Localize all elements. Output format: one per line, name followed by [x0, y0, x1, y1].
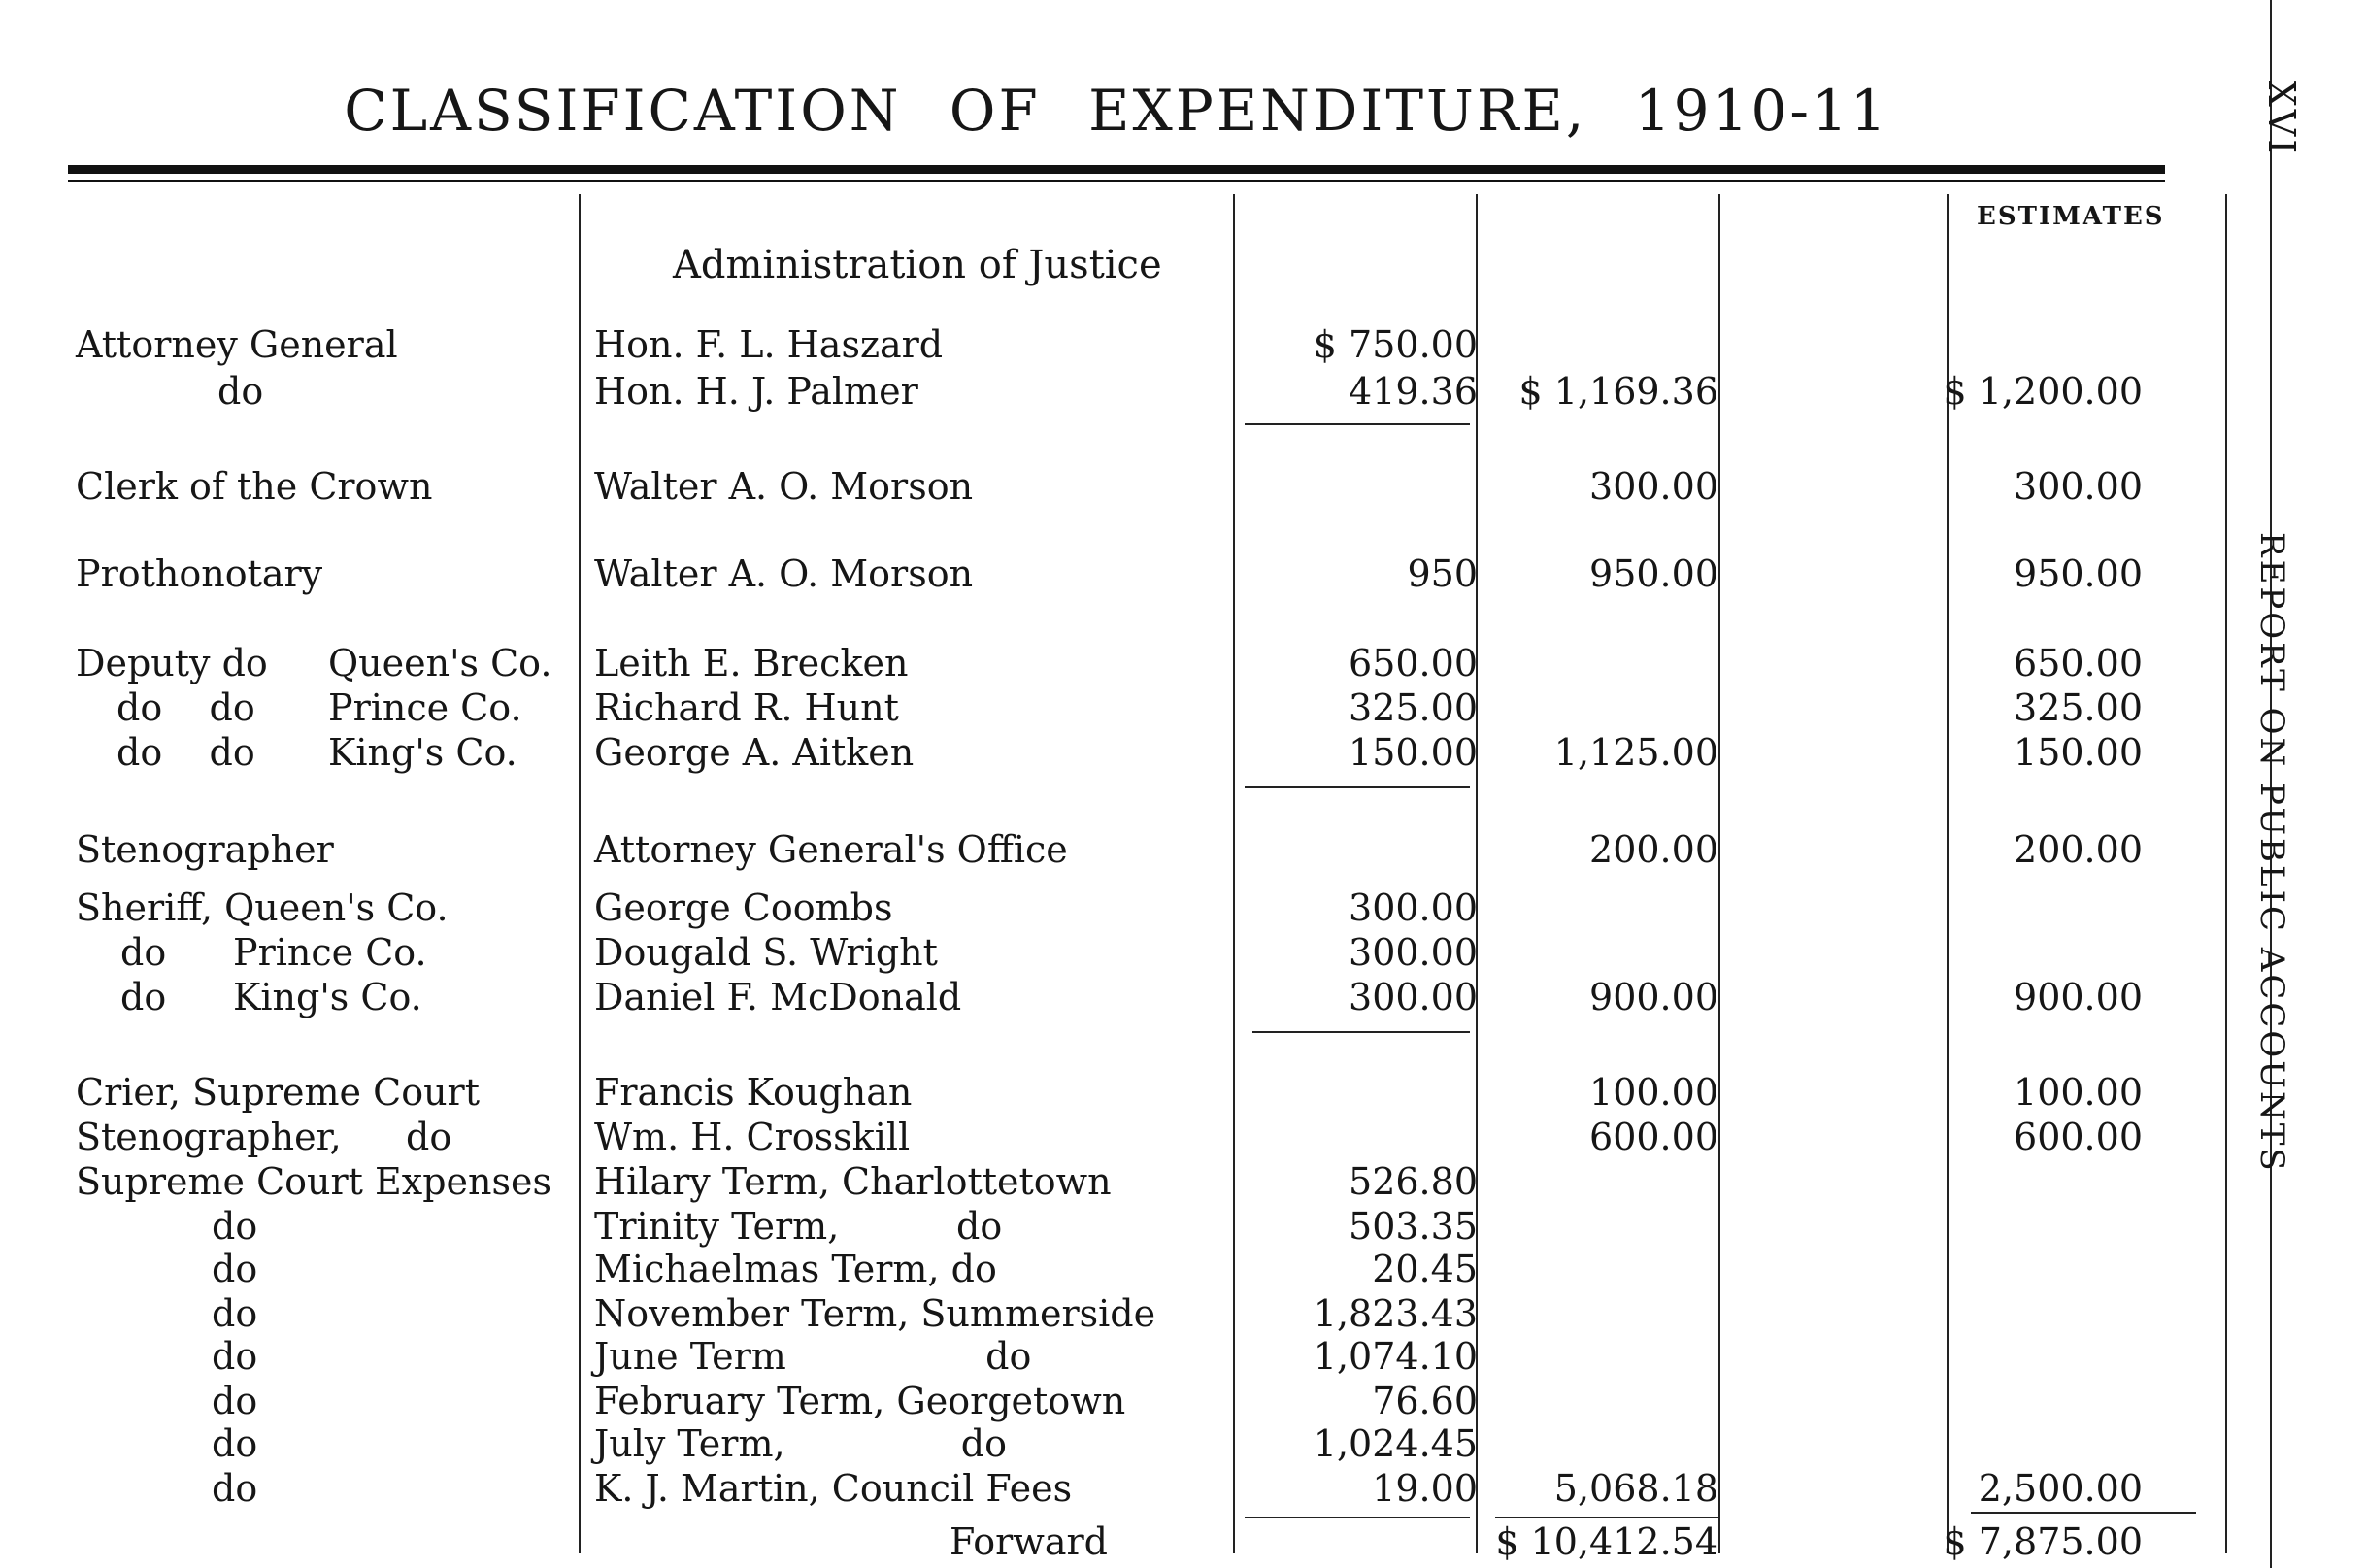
table-row	[0, 1291, 2233, 1336]
row-name: Walter A. O. Morson	[594, 465, 974, 508]
row-office: Prince Co.	[233, 931, 427, 974]
forward-total: $ 10,412.54	[1495, 1520, 1718, 1563]
row-title: do	[212, 1422, 258, 1465]
row-title: do	[212, 1292, 258, 1335]
subtotal-rule	[1252, 1031, 1470, 1033]
row-name: George A. Aitken	[594, 731, 915, 774]
row-amount: 650.00	[1349, 642, 1478, 684]
row-title: do do	[117, 731, 255, 774]
row-amount: 325.00	[1349, 686, 1478, 729]
row-total: 1,125.00	[1553, 731, 1718, 774]
row-amount: 1,823.43	[1313, 1292, 1478, 1335]
row-name: Leith E. Brecken	[594, 642, 909, 684]
row-amount: 950	[1407, 552, 1478, 595]
row-name: Walter A. O. Morson	[594, 552, 974, 595]
table-row	[0, 1421, 2233, 1466]
table-row	[0, 885, 2233, 930]
forward-row	[0, 1519, 2233, 1564]
table-row	[0, 975, 2233, 1019]
row-title: Attorney General	[76, 323, 398, 366]
table-row	[0, 641, 2233, 685]
table-row	[0, 730, 2233, 775]
row-amount: 19.00	[1372, 1467, 1478, 1510]
row-title: Sheriff, Queen's Co.	[76, 886, 449, 929]
table-row	[0, 1115, 2233, 1159]
row-amount: 419.36	[1349, 370, 1478, 413]
row-name: George Coombs	[594, 886, 893, 929]
forward-label: Forward	[950, 1520, 1109, 1563]
row-estimate: $ 1,200.00	[1943, 370, 2143, 413]
row-amount: 76.60	[1372, 1380, 1478, 1422]
row-title: Clerk of the Crown	[76, 465, 433, 508]
row-title: do	[212, 1380, 258, 1422]
row-total: 100.00	[1589, 1071, 1718, 1114]
forward-estimate: $ 7,875.00	[1943, 1520, 2143, 1563]
row-name: Hilary Term, Charlottetown	[594, 1160, 1112, 1203]
row-estimate: 100.00	[2014, 1071, 2143, 1114]
row-title: Prothonotary	[76, 552, 323, 595]
subtotal-rule	[1245, 423, 1470, 425]
row-title: do do	[117, 686, 255, 729]
title-rule-thin	[68, 180, 2165, 182]
row-title: do	[120, 976, 167, 1018]
row-name: Attorney General's Office	[594, 828, 1068, 871]
table-row	[0, 464, 2233, 509]
row-estimate: 300.00	[2014, 465, 2143, 508]
row-name: K. J. Martin, Council Fees	[594, 1467, 1073, 1510]
table-row	[0, 1466, 2233, 1511]
row-estimate: 650.00	[2014, 642, 2143, 684]
row-amount: 20.45	[1372, 1248, 1478, 1290]
row-estimate: 950.00	[2014, 552, 2143, 595]
table-row	[0, 369, 2233, 414]
side-page-number: XVI	[2260, 80, 2303, 157]
table-row	[0, 1379, 2233, 1423]
row-amount: $ 750.00	[1313, 323, 1478, 366]
row-amount: 526.80	[1349, 1160, 1478, 1203]
row-amount: 1,074.10	[1313, 1335, 1478, 1378]
row-amount: 1,024.45	[1313, 1422, 1478, 1465]
table-row	[0, 1070, 2233, 1115]
row-title: do	[120, 931, 167, 974]
row-office: do	[406, 1116, 452, 1158]
row-amount: 300.00	[1349, 886, 1478, 929]
table-row	[0, 685, 2233, 730]
row-title: do	[217, 370, 264, 413]
table-row	[0, 827, 2233, 872]
row-title: Stenographer,	[76, 1116, 342, 1158]
row-estimate: 200.00	[2014, 828, 2143, 871]
row-total: 5,068.18	[1553, 1467, 1718, 1510]
row-name: June Term do	[594, 1335, 1032, 1378]
side-running-title: REPORT ON PUBLIC ACCOUNTS	[2252, 532, 2291, 1174]
table-row	[0, 551, 2233, 596]
row-title: do	[212, 1335, 258, 1378]
row-estimate: 900.00	[2014, 976, 2143, 1018]
row-name: July Term, do	[594, 1422, 1007, 1465]
row-title: Deputy do	[76, 642, 268, 684]
table-row	[0, 1247, 2233, 1291]
subtotal-rule	[1245, 1517, 1470, 1518]
row-total: 300.00	[1589, 465, 1718, 508]
row-title: do	[212, 1248, 258, 1290]
row-total: 600.00	[1589, 1116, 1718, 1158]
row-name: Dougald S. Wright	[594, 931, 938, 974]
row-office: King's Co.	[233, 976, 422, 1018]
row-title: do	[212, 1205, 258, 1248]
table-row	[0, 930, 2233, 975]
row-total: 200.00	[1589, 828, 1718, 871]
subtotal-rule	[1971, 1512, 2196, 1514]
row-name: Francis Koughan	[594, 1071, 913, 1114]
row-total: $ 1,169.36	[1518, 370, 1718, 413]
row-name: Hon. F. L. Haszard	[594, 323, 944, 366]
row-name: Hon. H. J. Palmer	[594, 370, 918, 413]
row-amount: 503.35	[1349, 1205, 1478, 1248]
title-rule-thick	[68, 165, 2165, 174]
table-row	[0, 1204, 2233, 1249]
row-title: do	[212, 1467, 258, 1510]
row-estimate: 150.00	[2014, 731, 2143, 774]
row-total: 900.00	[1589, 976, 1718, 1018]
row-title: Crier, Supreme Court	[76, 1071, 480, 1114]
table-row	[0, 1334, 2233, 1379]
row-name: November Term, Summerside	[594, 1292, 1156, 1335]
row-estimate: 600.00	[2014, 1116, 2143, 1158]
table-row	[0, 1159, 2233, 1204]
subtotal-rule	[1495, 1517, 1718, 1518]
row-office: King's Co.	[328, 731, 517, 774]
row-estimate: 2,500.00	[1978, 1467, 2143, 1510]
row-title: Stenographer	[76, 828, 334, 871]
row-estimate: 325.00	[2014, 686, 2143, 729]
row-total: 950.00	[1589, 552, 1718, 595]
row-name: Richard R. Hunt	[594, 686, 899, 729]
table-row	[0, 322, 2233, 367]
row-name: Daniel F. McDonald	[594, 976, 962, 1018]
row-office: Prince Co.	[328, 686, 522, 729]
row-title: Supreme Court Expenses	[76, 1160, 551, 1203]
row-amount: 300.00	[1349, 976, 1478, 1018]
section-heading: Administration of Justice	[673, 243, 1162, 287]
row-amount: 300.00	[1349, 931, 1478, 974]
estimates-heading: ESTIMATES	[1977, 202, 2165, 231]
page-title: CLASSIFICATION OF EXPENDITURE, 1910-11	[344, 78, 1889, 144]
row-office: Queen's Co.	[328, 642, 552, 684]
row-name: Michaelmas Term, do	[594, 1248, 997, 1290]
subtotal-rule	[1245, 786, 1470, 788]
row-name: February Term, Georgetown	[594, 1380, 1126, 1422]
row-name: Wm. H. Crosskill	[594, 1116, 911, 1158]
row-name: Trinity Term, do	[594, 1205, 1003, 1248]
row-amount: 150.00	[1349, 731, 1478, 774]
